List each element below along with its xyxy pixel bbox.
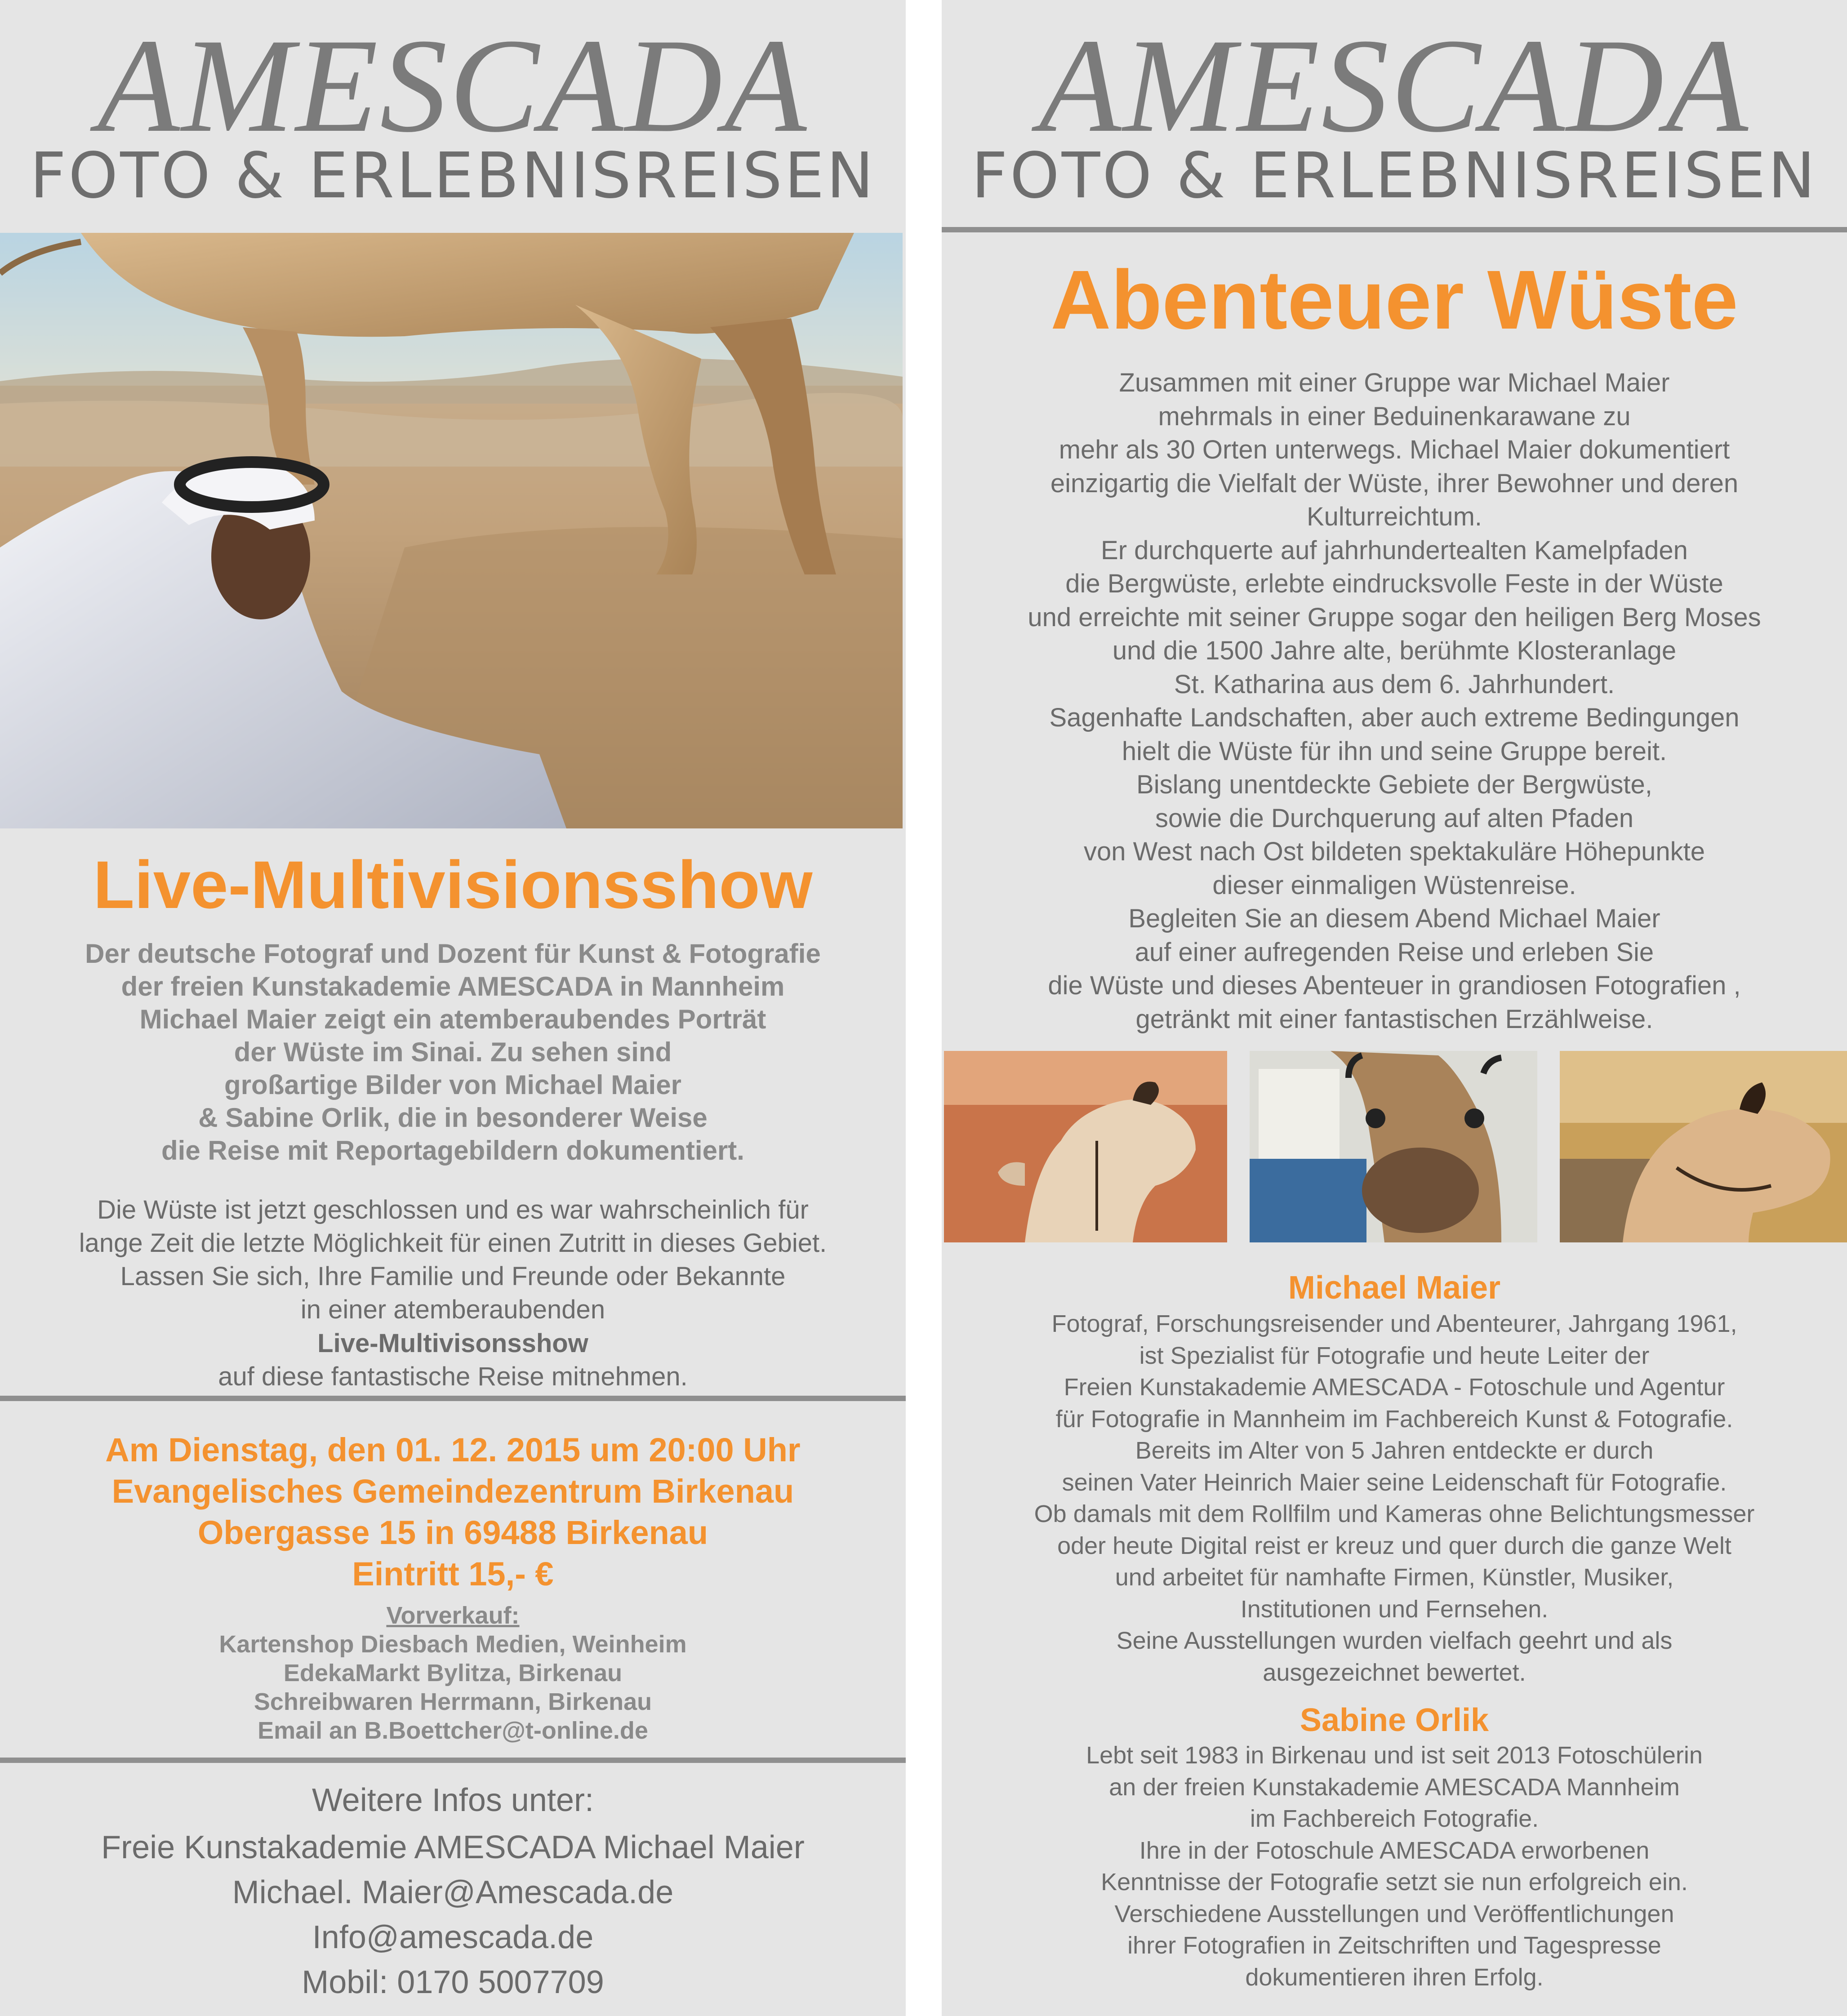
camel-photo-1 — [944, 1051, 1227, 1242]
hero-photo — [0, 233, 903, 828]
maier-heading: Michael Maier — [1288, 1270, 1501, 1306]
event-venue: Evangelisches Gemeindezentrum Birkenau — [111, 1473, 794, 1510]
presale-label: Vorverkauf: — [386, 1602, 520, 1629]
right-flyer-panel — [942, 0, 1847, 2016]
intro-paragraph: Die Wüste ist jetzt geschlossen und es war wahrscheinlich für lange Zeit die letzte Möglichkeit für einen Zutritt in dieses Gebiet. Lassen Sie sich, Ihre Familie und Freunde oder Bekannte in einer atemberaubenden — [79, 1195, 827, 1324]
camel-photo-3 — [1560, 1051, 1847, 1242]
intro-show-name: Live-Multivisonsshow — [317, 1329, 588, 1358]
orlik-bio: Lebt seit 1983 in Birkenau und ist seit 2013 Fotoschülerin an der freien Kunstakademie AMESCADA Mannheim im Fachbereich Fotografie. Ihre in der Fotoschule AMESCADA erworbenen Kenntnisse der Fotografie setzt sie nun erfolgreich ein. Verschiedene Ausstellungen und Veröffentlichungen ihrer Fotografien in Zeitschriften und Tagespresse dokumentieren ihren Erfolg. — [1086, 1742, 1703, 1991]
article-heading: Abenteuer Wüste — [1050, 254, 1738, 347]
maier-bio: Fotograf, Forschungsreisender und Abenteurer, Jahrgang 1961, ist Spezialist für Fotografie und heute Leiter der Freien Kunstakademie AMESCADA - Fotoschule und Agentur für Fotografie in Mannheim im Fachbereich Kunst & Fotografie. Bereits im Alter von 5 Jahren entdeckte er durch seinen Vater Heinrich Maier seine Leidenschaft für Fotografie. Ob damals mit dem Rollfilm und Kameras ohne Belichtungsmesser oder heute Digital reist er kreuz und quer durch die ganze Welt und arbeitet für namhafte Firmen, Künstler, Musiker, Institutionen und Fernsehen. Seine Ausstellungen wurden vielfach geehrt und als ausgezeichnet bewertet. — [1034, 1310, 1755, 1686]
event-address: Obergasse 15 in 69488 Birkenau — [197, 1514, 708, 1551]
info-email-maier: Michael. Maier@Amescada.de — [232, 1874, 674, 1910]
presale-location-1: Kartenshop Diesbach Medien, Weinheim — [219, 1631, 687, 1658]
presale-email: Email an B.Boettcher@t-online.de — [258, 1717, 648, 1744]
event-entry-price: Eintritt 15,- € — [352, 1555, 554, 1593]
left-flyer-panel — [0, 0, 906, 2016]
camel-photo-2 — [1250, 1051, 1537, 1242]
show-heading: Live-Multivisionsshow — [93, 847, 813, 922]
brand-tagline: FOTO & ERLEBNISREISEN — [971, 139, 1817, 213]
divider — [0, 1396, 906, 1401]
brand-name: AMESCADA — [97, 11, 809, 160]
orlik-heading: Sabine Orlik — [1300, 1702, 1489, 1738]
brand-name: AMESCADA — [1039, 11, 1750, 160]
event-date: Am Dienstag, den 01. 12. 2015 um 20:00 Uhr — [105, 1431, 801, 1469]
info-label: Weitere Infos unter: — [312, 1782, 594, 1818]
brand-tagline: FOTO & ERLEBNISREISEN — [30, 139, 876, 213]
presale-location-2: EdekaMarkt Bylitza, Birkenau — [283, 1660, 623, 1687]
divider — [0, 1758, 906, 1763]
info-academy: Freie Kunstakademie AMESCADA Michael Maier — [101, 1829, 805, 1865]
article-body: Zusammen mit einer Gruppe war Michael Maier mehrmals in einer Beduinenkarawane zu mehr als 30 Orten unterwegs. Michael Maier dokumentiert einzigartig die Vielfalt der Wüste, ihrer Bewohner und deren Kulturreichtum. Er durchquerte auf jahrhundertealten Kamelpfaden die Bergwüste, erlebte eindrucksvolle Feste in der Wüste und erreichte mit seiner Gruppe sogar den heiligen Berg Moses und die 1500 Jahre alte, berühmte Klosteranlage St. Katharina aus dem 6. Jahrhundert. Sagenhafte Landschaften, aber auch extreme Bedingungen hielt die Wüste für ihn und seine Gruppe bereit. Bislang unentdeckte Gebiete der Bergwüste, sowie die Durchquerung auf alten Pfaden von West nach Ost bildeten spektakuläre Höhepunkte dieser einmaligen Wüstenreise. Begleiten Sie an diesem Abend Michael Maier auf einer aufregenden Reise und erleben Sie die Wüste und dieses Abenteuer in grandiosen Fotografien , getränkt mit einer fantastischen Erzählweise. — [1028, 368, 1761, 1034]
info-email-general: Info@amescada.de — [312, 1919, 594, 1955]
presale-location-3: Schreibwaren Herrmann, Birkenau — [254, 1688, 652, 1715]
info-phone: Mobil: 0170 5007709 — [302, 1964, 604, 2000]
intro-closing: auf diese fantastische Reise mitnehmen. — [218, 1362, 688, 1391]
intro-bold-paragraph: Der deutsche Fotograf und Dozent für Kunst & Fotografie der freien Kunstakademie AMESCADA in Mannheim Michael Maier zeigt ein atemberaubendes Porträt der Wüste im Sinai. Zu sehen sind großartige Bilder von Michael Maier & Sabine Orlik, die in besonderer Weise die Reise mit Reportagebildern dokumentiert. — [85, 939, 821, 1166]
divider — [942, 227, 1847, 232]
bedouin-camel-desert-image — [0, 233, 903, 828]
